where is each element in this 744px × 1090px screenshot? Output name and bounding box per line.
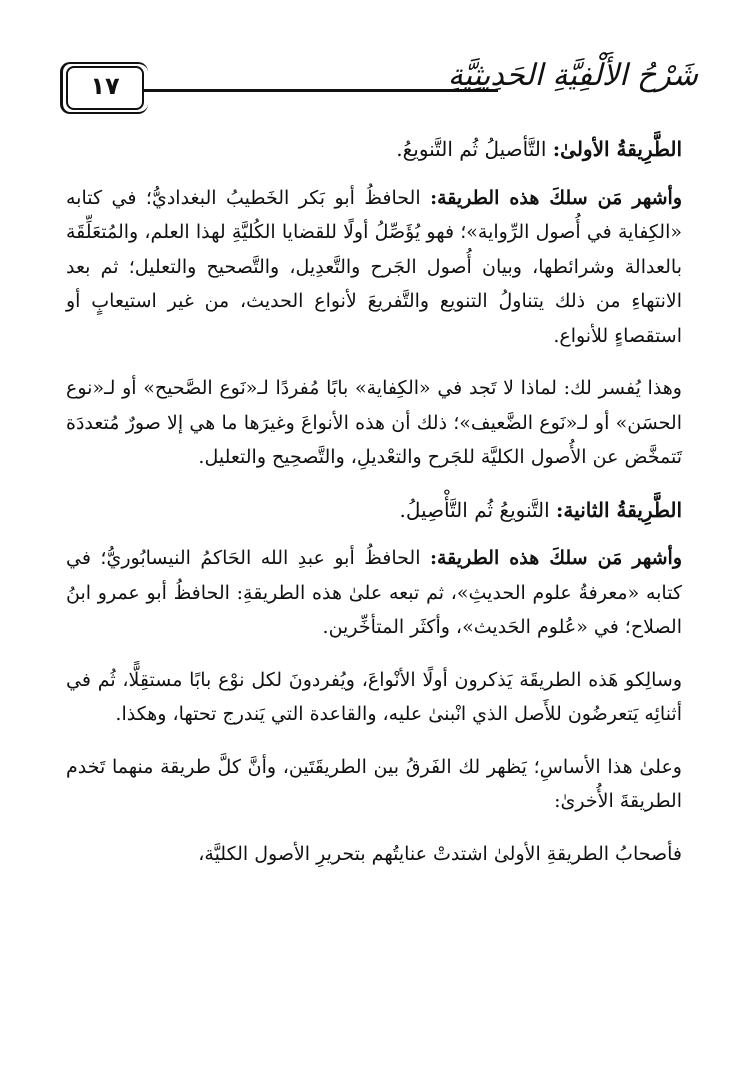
book-title: شَرْحُ الأَلْفِيَّةِ الحَدِيثِيَّةِ — [447, 58, 698, 93]
paragraph-first-method-people — [66, 837, 682, 872]
paragraph-text: فأصحابُ الطريقةِ الأولىٰ اشتدتْ عنايتُهم بتحريرِ الأصول الكليَّة، — [198, 842, 682, 865]
paragraph-hakim — [66, 541, 682, 645]
paragraph-text: وهذا يُفسر لك: لماذا لا تَجد في «الكِفاية» بابًا مُفردًا لـ«نَوع الصَّحيح» أو لـ«نوع الحسَن» أو لـ«نَوع الضَّعيف»؛ ذلك أن هذه الأنواعَ وغيرَها ما هي إلا صورٌ مُتعددَة تَتمخَّض عن الأُصول الكليَّة للجَرح والتعْديلِ، والتَّصحِيح والتعليل. — [66, 377, 682, 468]
page-number-frame — [66, 66, 144, 110]
paragraph-lead: وأشهر مَن سلكَ هذه الطريقة: — [429, 547, 682, 569]
page-body — [66, 132, 682, 889]
heading-text: التَّأصيلُ ثُم التَّنويعُ. — [396, 137, 553, 161]
heading-lead: الطَّرِيقةُ الأولىٰ: — [552, 137, 682, 161]
page-header — [58, 52, 698, 122]
paragraph-method-followers — [66, 663, 682, 732]
heading-text: التَّنويعُ ثُم التَّأْصِيلُ. — [399, 497, 557, 522]
paragraph-text: الحافظُ أبو عبدِ الله الحَاكمُ النيسابُوريُّ؛ في كتابه «معرفةُ علوم الحديثِ»، ثم تبعه علىٰ هذه الطريقةِ: الحافظُ أبو عمرو ابنُ الصلاح؛ في «عُلوم الحَديث»، وأكثَر المتأخِّرين. — [66, 547, 682, 638]
paragraph-khatib — [66, 181, 682, 354]
paragraph-kifaya-explanation — [66, 371, 682, 475]
section-heading-first-method — [66, 132, 682, 167]
header-rule — [144, 89, 498, 92]
page-number: ١٧ — [90, 72, 120, 100]
paragraph-difference — [66, 750, 682, 819]
paragraph-text: وسالِكو هَذه الطريقَة يَذكرون أولًا الأنْواعَ، ويُفردونَ لكل نوْع بابًا مستقِلًّا، ثُم في أثنائِه يَتعرضُون للأَصل الذي انْبنىٰ عليه، والقاعدة التي يَندرج تحتها، وهكذا. — [66, 668, 682, 725]
paragraph-lead: وأشهر مَن سلكَ هذه الطريقة: — [430, 186, 682, 209]
paragraph-text: الحافظُ أبو بَكر الخَطيبُ البغداديُّ؛ في كتابه «الكِفاية في أُصول الرِّواية»؛ فهو يُؤَصِّلُ أولًا للقضايا الكُليَّةِ لهذا العلم، والمُتعَلِّقَة بالعدالة وشرائطها، وبيان أُصول الجَرح والتَّعدِيل، والتَّصحيح والتعليل؛ ثم بعد الانتهاءِ من ذلك يتناولُ التنويع والتَّفريعَ لأنواع الحديث، من غير استيعابٍ أو استقصاءٍ للأنواع. — [66, 186, 682, 347]
paragraph-text: وعلىٰ هذا الأساسِ؛ يَظهر لك الفَرقُ بين الطريقَتَين، وأنَّ كلَّ طريقة منهما تَخدم الطريقةَ الأُخرىٰ: — [66, 755, 682, 812]
section-heading-second-method — [66, 493, 682, 528]
heading-lead: الطَّرِيقةُ الثانية: — [556, 497, 682, 522]
